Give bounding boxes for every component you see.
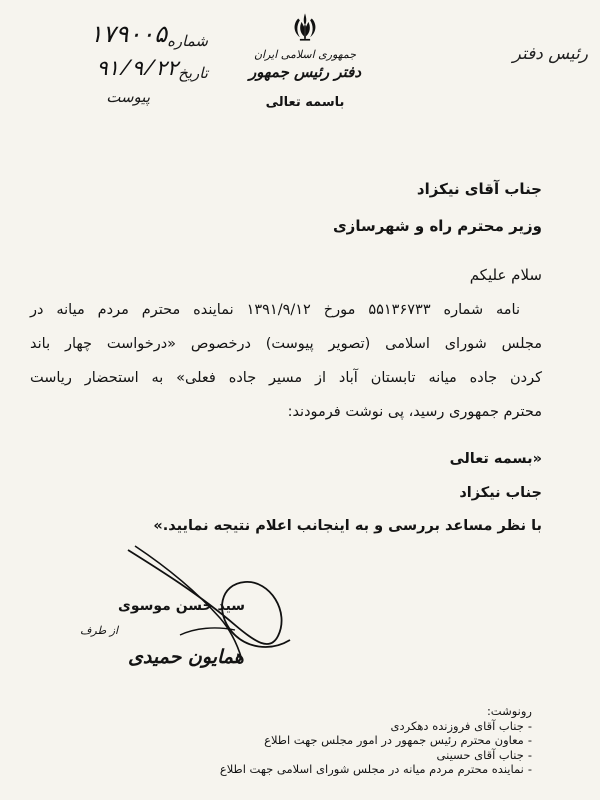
greeting: سلام علیکم [469,266,542,284]
republic-name: جمهوری اسلامی ایران [253,48,357,61]
on-behalf-label: از طرف [80,624,119,637]
signatory-name: سید حسن موسوی [118,598,246,614]
quote-invocation: «بسمه تعالی [449,451,542,467]
letterhead [230,10,380,110]
emblem-icon [288,10,322,44]
body-line: نامه شماره ۵۵۱۳۶۷۳۳ مورخ ۱۳۹۱/۹/۱۲ نماینده محترم مردم میانه در [30,302,521,318]
date-row [18,50,208,82]
date-label: تاریخ [178,64,208,82]
copies-block [172,704,532,777]
addressee-title: وزیر محترم راه و شهرسازی [332,217,542,235]
body-line: مجلس شورای اسلامی (تصویر پیوست) درخصوص «درخواست چهار باند [30,336,542,352]
office-stamp: رئیس دفتر [512,44,588,64]
copy-recipient: - معاون محترم رئیس جمهور در امور مجلس جهت اطلاع [172,733,532,748]
attachment-label: پیوست [106,88,150,106]
addressee-name: جناب آقای نیکزاد [416,180,542,198]
copies-title: رونوشت: [486,704,532,718]
copy-recipient: - نماینده محترم مردم میانه در مجلس شورای اسلامی جهت اطلاع [172,762,532,777]
number-row [18,18,208,50]
copy-recipient: - جناب آقای فروزنده دهکردی [172,719,532,734]
quote-instruction: با نظر مساعد بررسی و به اینجانب اعلام نتیجه نمایید.» [153,518,542,534]
number-value: ۱۷۹۰۰۵ [89,23,168,50]
attachment-row [18,82,208,106]
signer-name: همایون حمیدی [128,646,244,668]
copy-recipient: - جناب آقای حسینی [172,748,532,763]
body-line: محترم جمهوری رسید، پی نوشت فرمودند: [287,404,542,420]
date-value: ۹۱/۹/۲۲ [96,59,179,82]
number-label: شماره [167,32,208,50]
body-line: کردن جاده میانه تابستان آباد از مسیر جاده فعلی» به استحضار ریاست [30,370,542,386]
header-invocation: باسمه تعالی [265,95,345,110]
office-name: دفتر رئیس جمهور [248,63,362,81]
quote-addressee: جناب نیکزاد [459,485,542,501]
letter-meta [18,18,208,106]
